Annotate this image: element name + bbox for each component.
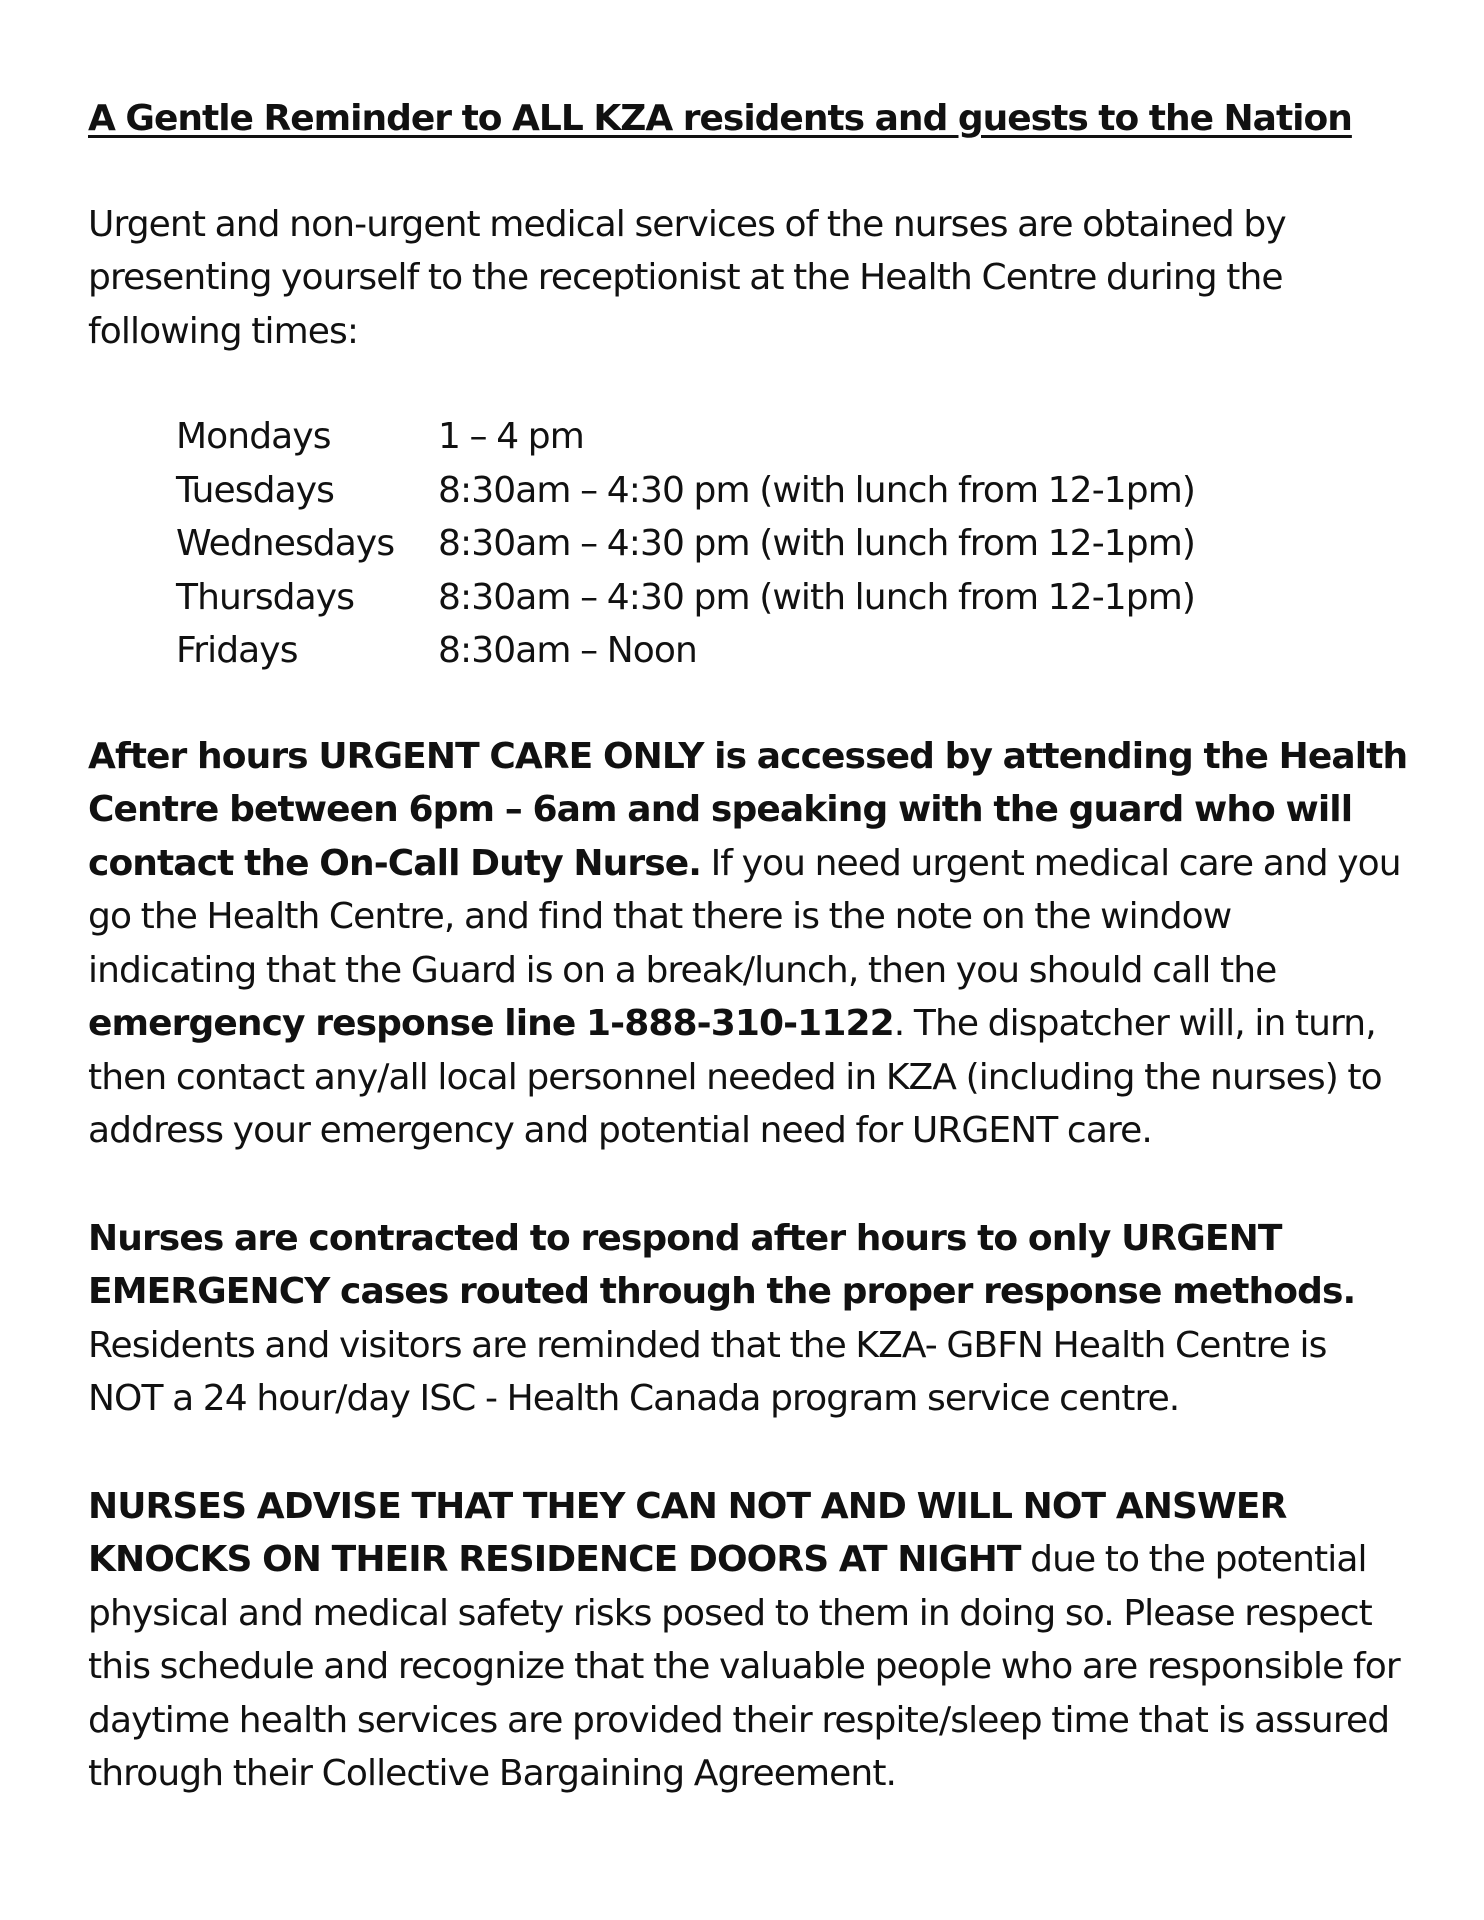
- schedule-hours: 1 – 4 pm: [438, 416, 584, 457]
- nurses-contract-text: Residents and visitors are reminded that the KZA- GBFN Health Centre is NOT a 24 hour/day ISC - Health Canada program service centre.: [88, 1324, 1327, 1419]
- after-hours-text-1: If you need urgent medical care and you go the Health Centre, and find that there is the note on the window indicating that the Guard is on a break/lunch, then you should call the: [88, 842, 1401, 991]
- schedule-day: Thursdays: [176, 576, 355, 618]
- schedule-hours: 8:30am – 4:30 pm (with lunch from 12-1pm): [438, 469, 1196, 511]
- after-hours-paragraph: [88, 730, 1408, 1158]
- schedule-day: Mondays: [176, 416, 331, 457]
- intro-paragraph: Urgent and non-urgent medical services of the nurses are obtained by presenting yourself to the receptionist at the Health Centre during the following times:: [88, 203, 1286, 352]
- schedule-hours: 8:30am – 4:30 pm (with lunch from 12-1pm): [438, 576, 1196, 618]
- schedule-hours: 8:30am – Noon: [438, 630, 697, 671]
- document-page: [88, 92, 1408, 1855]
- nurses-advise-bold-lead: NURSES ADVISE THAT THEY CAN NOT AND WILL NOT ANSWER KNOCKS ON THEIR RESIDENCE DOORS AT NIGHT: [88, 1485, 1287, 1580]
- nurses-contract-bold-lead: Nurses are contracted to respond after hours to only URGENT EMERGENCY cases routed through the proper response methods.: [88, 1217, 1356, 1312]
- schedule-day: Tuesdays: [176, 469, 335, 511]
- hours-schedule: [176, 410, 1195, 678]
- after-hours-bold-lead: After hours URGENT CARE ONLY is accessed by attending the Health Centre between 6pm – 6am and speaking with the guard who will contact the On-Call Duty Nurse.: [88, 735, 1408, 884]
- schedule-row: [176, 517, 1195, 571]
- schedule-row: [176, 410, 1195, 464]
- nurses-advise-text: due to the potential physical and medical safety risks posed to them in doing so. Please respect this schedule and recognize that the valuable people who are responsible for daytime health services are provided their respite/sleep time that is assured through their Collective Bargaining Agreement.: [88, 1539, 1400, 1794]
- after-hours-text-2: . The dispatcher will, in turn, then contact any/all local personnel needed in KZA (including the nurses) to address your emergency and potential need for URGENT care.: [88, 1003, 1382, 1151]
- schedule-row: [176, 571, 1195, 625]
- schedule-row: [176, 624, 1195, 678]
- page-title: A Gentle Reminder to ALL KZA residents and guests to the Nation: [88, 98, 1352, 139]
- schedule-day: Wednesdays: [176, 523, 395, 564]
- nurses-contract-paragraph: [88, 1212, 1408, 1426]
- nurses-advise-paragraph: [88, 1480, 1408, 1801]
- schedule-hours: 8:30am – 4:30 pm (with lunch from 12-1pm): [438, 523, 1196, 564]
- schedule-row: [176, 464, 1195, 518]
- emergency-phone-line: emergency response line 1-888-310-1122: [88, 1003, 894, 1044]
- schedule-day: Fridays: [176, 630, 298, 671]
